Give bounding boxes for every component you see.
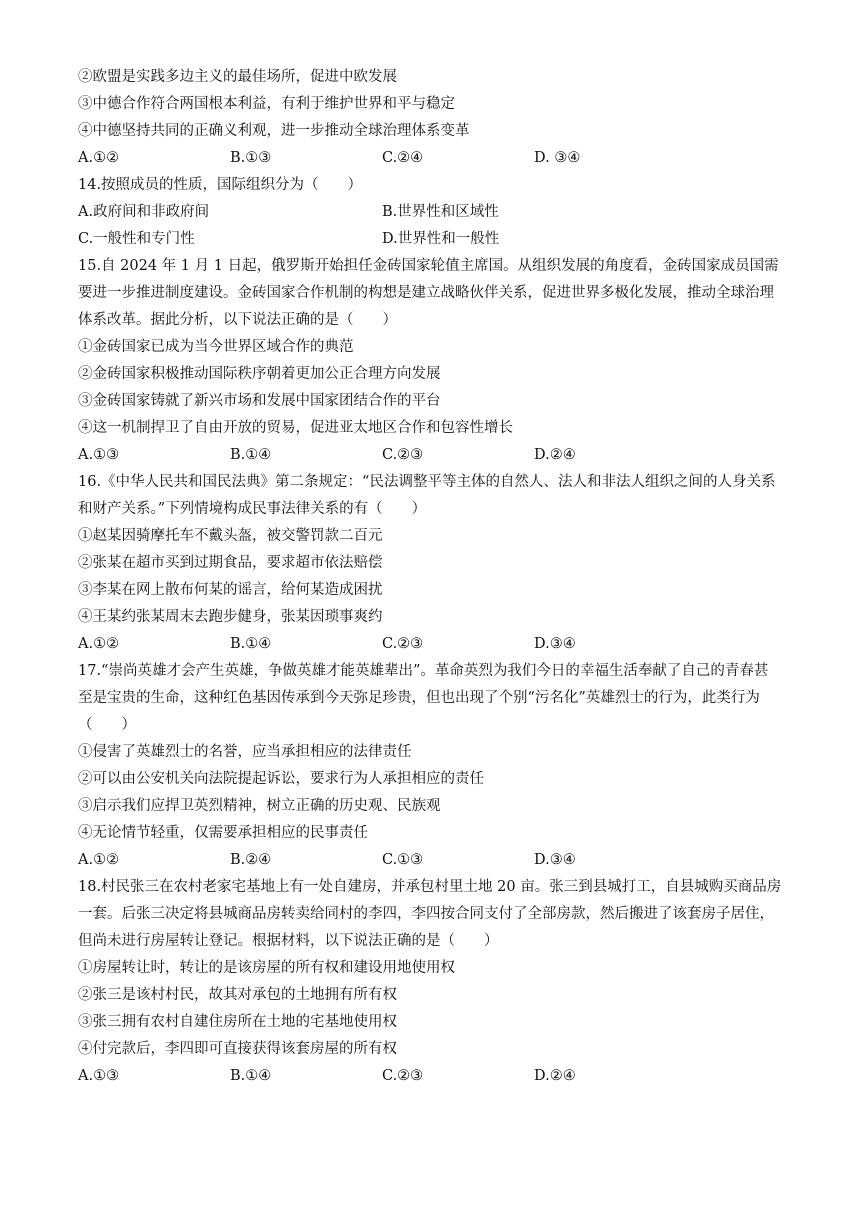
option-d: D.世界性和一般性 [382, 231, 500, 247]
option-b: B.①③ [230, 150, 272, 166]
question-stem: 18.村民张三在农村老家宅基地上有一处自建房，并承包村里土地 20 亩。张三到县城打工，自县城购买商品房一套。后张三决定将县城商品房转卖给同村的李四，李四按合同支付了全部房款，然后搬进了该套房子居住，但尚未进行房屋转让登记。根据材料，以下说法正确的是（ ） [78, 879, 782, 949]
option-c: C.一般性和专门性 [78, 231, 195, 247]
option-b: B.①④ [230, 447, 272, 463]
question-14 [78, 172, 782, 253]
option-d: D.③④ [534, 852, 576, 868]
option-d: D.②④ [534, 1068, 576, 1084]
exam-page [78, 64, 782, 1090]
option-a: A.①③ [78, 1068, 120, 1084]
answer-options [78, 847, 782, 874]
statement: ③张三拥有农村自建住房所在土地的宅基地使用权 [78, 1014, 397, 1030]
answer-options [78, 1063, 782, 1090]
question-18 [78, 874, 782, 1090]
option-b: B.①④ [230, 1068, 272, 1084]
option-b: B.①④ [230, 636, 272, 652]
statement: ②张某在超市买到过期食品，要求超市依法赔偿 [78, 555, 383, 571]
statement: ①赵某因骑摩托车不戴头盔，被交警罚款二百元 [78, 528, 383, 544]
question-stem: 15.自 2024 年 1 月 1 日起，俄罗斯开始担任金砖国家轮值主席国。从组织发展的角度看，金砖国家成员国需要进一步推进制度建设。金砖国家合作机制的构想是建立战略伙伴关系，促进世界多极化发展，推动全球治理体系改革。据此分析，以下说法正确的是（ ） [78, 258, 779, 328]
question-stem: 16.《中华人民共和国民法典》第二条规定：“民法调整平等主体的自然人、法人和非法人组织之间的人身关系和财产关系。”下列情境构成民事法律关系的有（ ） [78, 474, 776, 517]
option-c: C.②③ [382, 636, 424, 652]
option-a: A.政府间和非政府间 [78, 204, 210, 220]
statement: ①侵害了英雄烈士的名誉，应当承担相应的法律责任 [78, 744, 412, 760]
question-17 [78, 658, 782, 874]
statement: ②欧盟是实践多边主义的最佳场所，促进中欧发展 [78, 69, 397, 85]
question-stem: 17.“崇尚英雄才会产生英雄，争做英雄才能英雄辈出”。革命英烈为我们今日的幸福生活奉献了自己的青春甚至是宝贵的生命，这种红色基因传承到今天弥足珍贵，但也出现了个别“污名化”英雄烈士的行为，此类行为（ ） [78, 663, 769, 733]
statement: ④中德坚持共同的正确义利观，进一步推动全球治理体系变革 [78, 123, 470, 139]
answer-options [78, 145, 782, 172]
statement: ②可以由公安机关向法院提起诉讼，要求行为人承担相应的责任 [78, 771, 484, 787]
question-13-tail [78, 64, 782, 172]
option-d: D. ③④ [534, 150, 581, 166]
statement: ①房屋转让时，转让的是该房屋的所有权和建设用地使用权 [78, 960, 455, 976]
answer-options [78, 631, 782, 658]
answer-options [78, 226, 782, 253]
question-stem: 14.按照成员的性质，国际组织分为（ ） [78, 177, 363, 193]
option-b: B.②④ [230, 852, 272, 868]
statement: ③中德合作符合两国根本利益，有利于维护世界和平与稳定 [78, 96, 455, 112]
option-a: A.①③ [78, 447, 120, 463]
option-a: A.①② [78, 150, 120, 166]
question-15 [78, 253, 782, 469]
option-a: A.①② [78, 636, 120, 652]
option-c: C.②④ [382, 150, 424, 166]
option-d: D.②④ [534, 447, 576, 463]
option-b: B.世界性和区域性 [382, 204, 499, 220]
question-16 [78, 469, 782, 658]
option-c: C.②③ [382, 447, 424, 463]
option-a: A.①② [78, 852, 120, 868]
answer-options [78, 442, 782, 469]
statement: ③李某在网上散布何某的谣言，给何某造成困扰 [78, 582, 383, 598]
statement: ①金砖国家已成为当今世界区域合作的典范 [78, 339, 354, 355]
statement: ④付完款后，李四即可直接获得该套房屋的所有权 [78, 1041, 397, 1057]
answer-options [78, 199, 782, 226]
statement: ③金砖国家铸就了新兴市场和发展中国家团结合作的平台 [78, 393, 441, 409]
option-c: C.①③ [382, 852, 424, 868]
statement: ②张三是该村村民，故其对承包的土地拥有所有权 [78, 987, 397, 1003]
option-c: C.②③ [382, 1068, 424, 1084]
statement: ④无论情节轻重，仅需要承担相应的民事责任 [78, 825, 368, 841]
option-d: D.③④ [534, 636, 576, 652]
statement: ②金砖国家积极推动国际秩序朝着更加公正合理方向发展 [78, 366, 441, 382]
statement: ④这一机制捍卫了自由开放的贸易，促进亚太地区合作和包容性增长 [78, 420, 513, 436]
statement: ③启示我们应捍卫英烈精神，树立正确的历史观、民族观 [78, 798, 441, 814]
statement: ④王某约张某周末去跑步健身，张某因琐事爽约 [78, 609, 383, 625]
